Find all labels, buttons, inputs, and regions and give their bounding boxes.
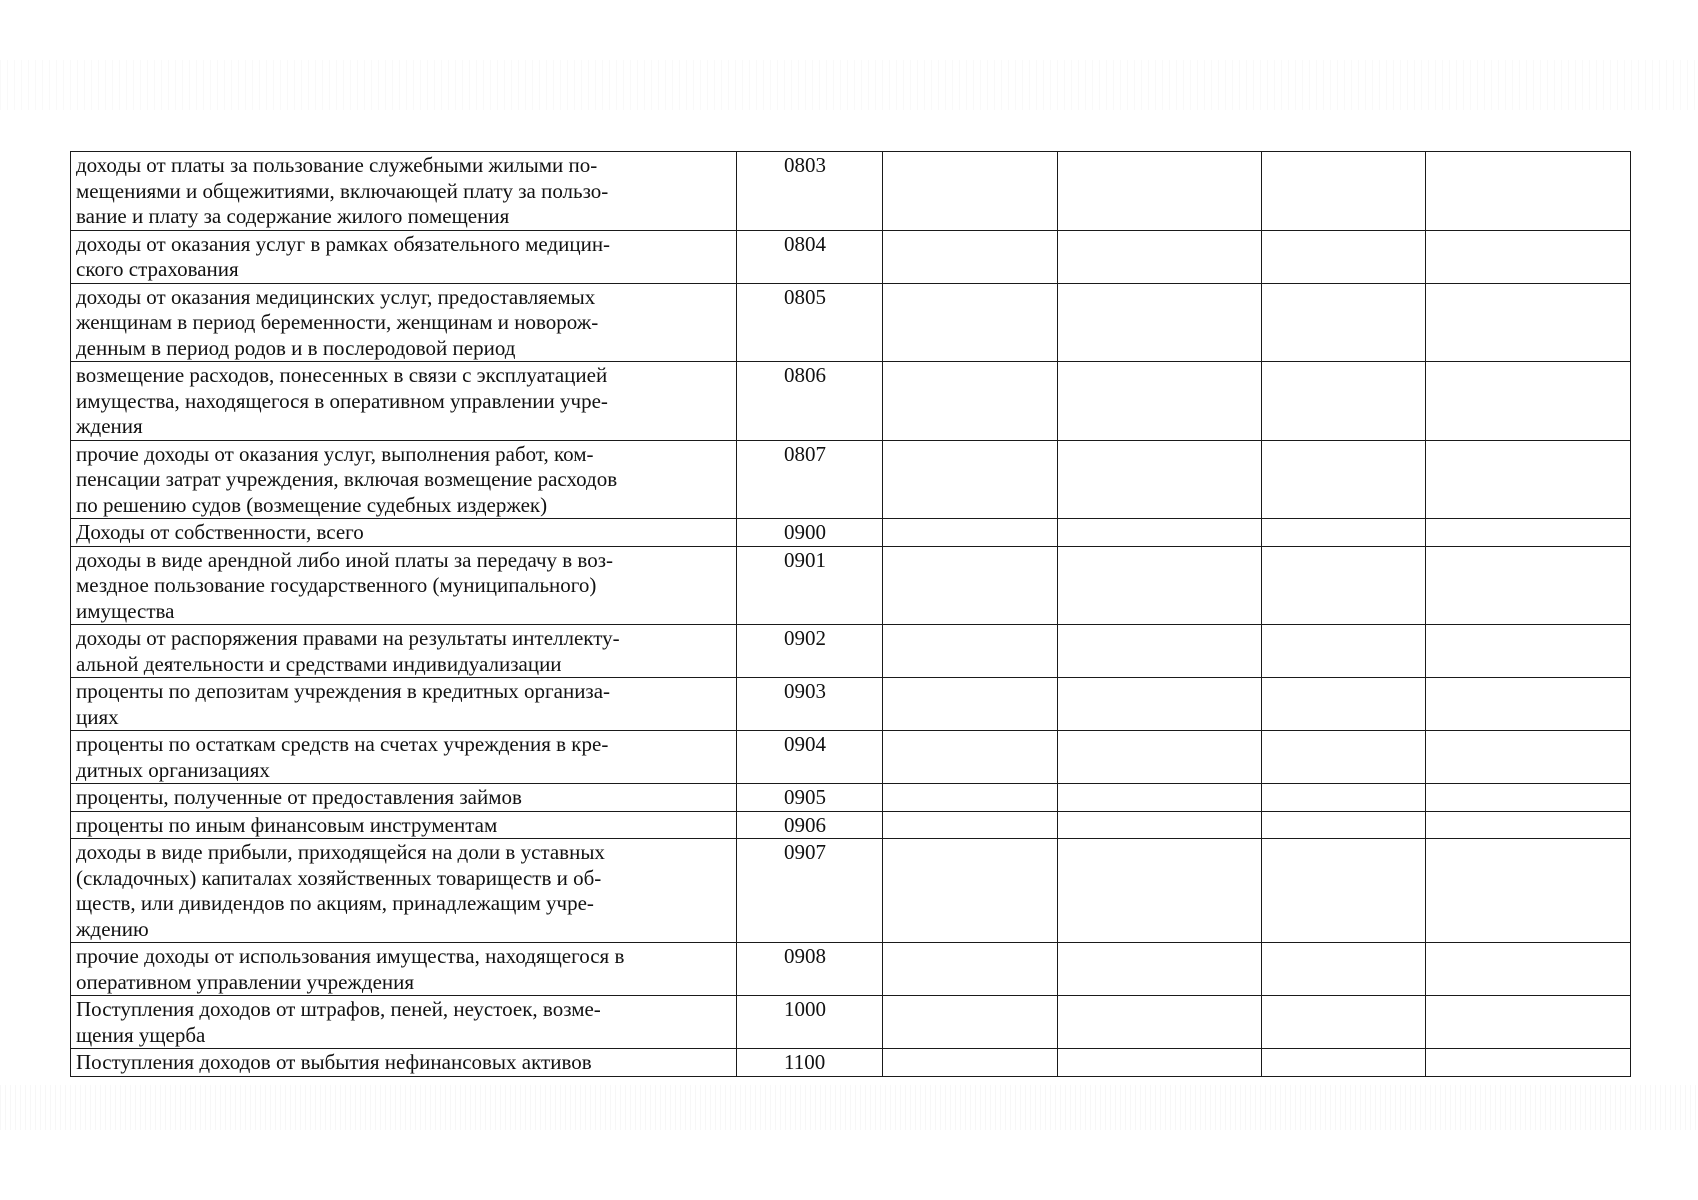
table-row bbox=[71, 678, 1631, 731]
value-cell bbox=[1058, 943, 1262, 996]
value-cell bbox=[1058, 731, 1262, 784]
table-row bbox=[71, 440, 1631, 519]
table-row bbox=[71, 283, 1631, 362]
table-row bbox=[71, 731, 1631, 784]
row-description: проценты по депозитам учреждения в кредитных организа- циях bbox=[71, 678, 737, 731]
row-code: 0806 bbox=[737, 362, 883, 441]
row-description: Доходы от собственности, всего bbox=[71, 519, 737, 547]
value-cell bbox=[1426, 440, 1631, 519]
table-row bbox=[71, 152, 1631, 231]
scan-noise-top bbox=[0, 60, 1698, 110]
value-cell bbox=[1262, 996, 1426, 1049]
value-cell bbox=[1262, 731, 1426, 784]
value-cell bbox=[1058, 811, 1262, 839]
value-cell bbox=[883, 678, 1058, 731]
value-cell bbox=[1262, 811, 1426, 839]
row-code: 0908 bbox=[737, 943, 883, 996]
value-cell bbox=[1262, 519, 1426, 547]
value-cell bbox=[1426, 996, 1631, 1049]
value-cell bbox=[1058, 996, 1262, 1049]
row-code: 0900 bbox=[737, 519, 883, 547]
row-description: прочие доходы от оказания услуг, выполнения работ, ком- пенсации затрат учреждения, включая возмещение расходов по решению судов (возмещение судебных издержек) bbox=[71, 440, 737, 519]
table-row bbox=[71, 362, 1631, 441]
table-row bbox=[71, 625, 1631, 678]
value-cell bbox=[1058, 784, 1262, 812]
value-cell bbox=[1058, 1049, 1262, 1077]
value-cell bbox=[1262, 943, 1426, 996]
value-cell bbox=[1426, 230, 1631, 283]
value-cell bbox=[1426, 943, 1631, 996]
value-cell bbox=[1426, 784, 1631, 812]
table-row bbox=[71, 519, 1631, 547]
value-cell bbox=[883, 996, 1058, 1049]
value-cell bbox=[1426, 362, 1631, 441]
row-code: 0807 bbox=[737, 440, 883, 519]
value-cell bbox=[1262, 440, 1426, 519]
value-cell bbox=[1058, 230, 1262, 283]
value-cell bbox=[883, 811, 1058, 839]
value-cell bbox=[1426, 519, 1631, 547]
row-description: проценты по иным финансовым инструментам bbox=[71, 811, 737, 839]
value-cell bbox=[1262, 625, 1426, 678]
value-cell bbox=[1058, 152, 1262, 231]
value-cell bbox=[1426, 283, 1631, 362]
table-row bbox=[71, 546, 1631, 625]
row-description: Поступления доходов от штрафов, пеней, неустоек, возме- щения ущерба bbox=[71, 996, 737, 1049]
value-cell bbox=[883, 1049, 1058, 1077]
row-description: доходы от оказания медицинских услуг, предоставляемых женщинам в период беременности, женщинам и новорож- денным в период родов и в послеродовой период bbox=[71, 283, 737, 362]
value-cell bbox=[883, 152, 1058, 231]
row-description: проценты по остаткам средств на счетах учреждения в кре- дитных организациях bbox=[71, 731, 737, 784]
row-code: 0904 bbox=[737, 731, 883, 784]
value-cell bbox=[1262, 678, 1426, 731]
row-description: Поступления доходов от выбытия нефинансовых активов bbox=[71, 1049, 737, 1077]
row-code: 0803 bbox=[737, 152, 883, 231]
value-cell bbox=[883, 283, 1058, 362]
value-cell bbox=[1262, 230, 1426, 283]
value-cell bbox=[1426, 678, 1631, 731]
value-cell bbox=[1426, 731, 1631, 784]
value-cell bbox=[883, 839, 1058, 943]
table-row bbox=[71, 1049, 1631, 1077]
value-cell bbox=[1058, 283, 1262, 362]
value-cell bbox=[883, 440, 1058, 519]
value-cell bbox=[1262, 1049, 1426, 1077]
value-cell bbox=[883, 943, 1058, 996]
row-description: проценты, полученные от предоставления займов bbox=[71, 784, 737, 812]
row-description: доходы от платы за пользование служебными жилыми по- мещениями и общежитиями, включающей плату за пользо- вание и плату за содержание жилого помещения bbox=[71, 152, 737, 231]
value-cell bbox=[883, 519, 1058, 547]
value-cell bbox=[1058, 440, 1262, 519]
row-code: 0906 bbox=[737, 811, 883, 839]
value-cell bbox=[1058, 839, 1262, 943]
row-description: доходы в виде арендной либо иной платы за передачу в воз- мездное пользование государственного (муниципального) имущества bbox=[71, 546, 737, 625]
value-cell bbox=[1426, 839, 1631, 943]
value-cell bbox=[883, 625, 1058, 678]
row-code: 1100 bbox=[737, 1049, 883, 1077]
value-cell bbox=[1426, 625, 1631, 678]
value-cell bbox=[1058, 546, 1262, 625]
scan-noise-bottom bbox=[0, 1085, 1698, 1130]
table-row bbox=[71, 839, 1631, 943]
value-cell bbox=[1058, 519, 1262, 547]
table-row bbox=[71, 784, 1631, 812]
value-cell bbox=[1058, 678, 1262, 731]
value-cell bbox=[883, 230, 1058, 283]
row-code: 0804 bbox=[737, 230, 883, 283]
row-code: 0907 bbox=[737, 839, 883, 943]
value-cell bbox=[1262, 362, 1426, 441]
row-description: доходы в виде прибыли, приходящейся на доли в уставных (складочных) капиталах хозяйственных товариществ и об- ществ, или дивидендов по акциям, принадлежащим учре- ждению bbox=[71, 839, 737, 943]
row-code: 0903 bbox=[737, 678, 883, 731]
income-table bbox=[70, 151, 1631, 1077]
row-description: доходы от оказания услуг в рамках обязательного медицин- ского страхования bbox=[71, 230, 737, 283]
value-cell bbox=[1426, 152, 1631, 231]
value-cell bbox=[883, 784, 1058, 812]
row-description: доходы от распоряжения правами на результаты интеллекту- альной деятельности и средствами индивидуализации bbox=[71, 625, 737, 678]
value-cell bbox=[1426, 1049, 1631, 1077]
value-cell bbox=[1058, 625, 1262, 678]
value-cell bbox=[883, 362, 1058, 441]
value-cell bbox=[1426, 811, 1631, 839]
value-cell bbox=[1262, 152, 1426, 231]
row-code: 1000 bbox=[737, 996, 883, 1049]
row-code: 0902 bbox=[737, 625, 883, 678]
value-cell bbox=[1262, 546, 1426, 625]
row-code: 0905 bbox=[737, 784, 883, 812]
value-cell bbox=[883, 731, 1058, 784]
row-description: прочие доходы от использования имущества, находящегося в оперативном управлении учреждения bbox=[71, 943, 737, 996]
value-cell bbox=[1058, 362, 1262, 441]
row-code: 0805 bbox=[737, 283, 883, 362]
row-description: возмещение расходов, понесенных в связи с эксплуатацией имущества, находящегося в оперативном управлении учре- ждения bbox=[71, 362, 737, 441]
table-row bbox=[71, 230, 1631, 283]
value-cell bbox=[1262, 839, 1426, 943]
table-row bbox=[71, 943, 1631, 996]
table-row bbox=[71, 811, 1631, 839]
value-cell bbox=[1262, 784, 1426, 812]
value-cell bbox=[1262, 283, 1426, 362]
value-cell bbox=[1426, 546, 1631, 625]
value-cell bbox=[883, 546, 1058, 625]
table-row bbox=[71, 996, 1631, 1049]
row-code: 0901 bbox=[737, 546, 883, 625]
income-table-body bbox=[71, 152, 1631, 1077]
